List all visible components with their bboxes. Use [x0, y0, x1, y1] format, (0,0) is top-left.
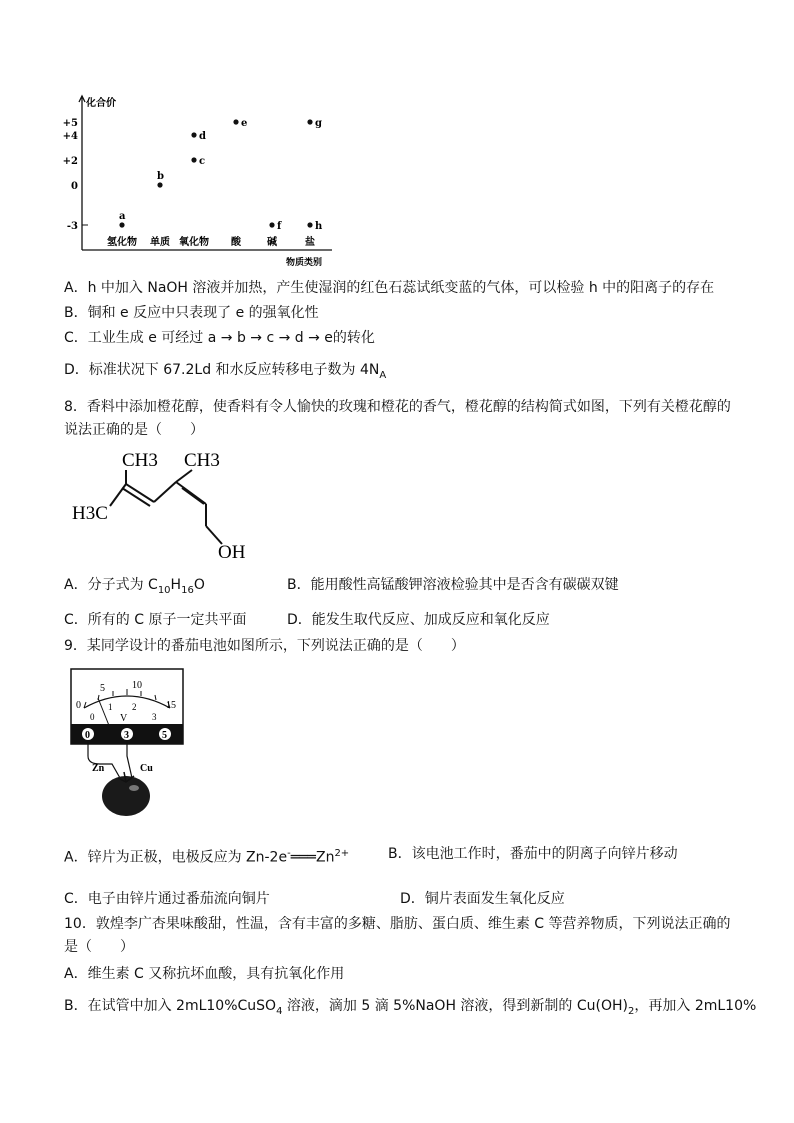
- y-tick-label: +4: [62, 131, 78, 142]
- data-point-e: [233, 119, 238, 124]
- q9-option-b: B．该电池工作时，番茄中的阴离子向锌片移动: [388, 846, 678, 862]
- x-axis-label: 物质类别: [286, 258, 323, 268]
- data-point-label: a: [119, 211, 126, 222]
- scale-outer-10: 10: [132, 680, 142, 691]
- q8-option-b: B．能用酸性高锰酸钾溶液检验其中是否含有碳碳双键: [287, 577, 619, 593]
- data-point-c: [191, 157, 196, 162]
- x-tick-label: 单质: [150, 237, 170, 248]
- data-point-label: e: [241, 118, 248, 129]
- q9-stem: 9．某同学设计的番茄电池如图所示，下列说法正确的是（ ）: [64, 638, 465, 654]
- data-point-b: [157, 182, 162, 187]
- scale-outer-0: 0: [76, 700, 81, 711]
- y-axis-label: 化合价: [86, 98, 116, 109]
- q8-option-a: A．分子式为 $C_{10}H_{16}O$: [64, 577, 205, 596]
- q9-option-c: C．电子由锌片通过番茄流向铜片: [64, 891, 270, 907]
- data-point-f: [269, 222, 274, 227]
- q7-option-a: A．h 中加入 NaOH 溶液并加热，产生使湿润的红色石蕊试纸变蓝的气体，可以检验 h 中的阳离子的存在: [64, 280, 715, 296]
- terminal-0: 0: [85, 730, 90, 741]
- unit-label: V: [120, 713, 128, 724]
- scale-inner-3: 3: [152, 712, 157, 722]
- y-tick-label: +5: [62, 118, 78, 129]
- data-point-label: h: [315, 221, 323, 232]
- ch3-label-2: CH3: [184, 450, 220, 471]
- data-point-label: f: [277, 221, 282, 232]
- scale-outer-15: 15: [166, 700, 176, 711]
- x-tick-label: 碱: [267, 237, 277, 248]
- valence-category-chart: [60, 90, 350, 268]
- data-point-label: b: [157, 171, 164, 182]
- data-point-g: [307, 119, 312, 124]
- q8-stem-line2: 说法正确的是（ ）: [64, 422, 204, 438]
- q7-option-c: C．工业生成 e 可经过 a → b → c → d → e的转化: [64, 330, 375, 346]
- terminal-3: 3: [124, 730, 129, 741]
- scale-inner-1: 1: [108, 702, 113, 712]
- tomato-battery-figure: [70, 668, 190, 818]
- data-point-a: [119, 222, 124, 227]
- x-tick-label: 盐: [305, 237, 315, 248]
- q8-option-c: C．所有的 C 原子一定共平面: [64, 612, 247, 628]
- wire-cu: [127, 740, 132, 778]
- q9-option-d: D．铜片表面发生氧化反应: [400, 891, 565, 907]
- q10-stem-line1: 10．敦煌李广杏果味酸甜，性温，含有丰富的多糖、脂肪、蛋白质、维生素 C 等营养物质，下列说法正确的: [64, 916, 731, 932]
- q8-option-d: D．能发生取代反应、加成反应和氧化反应: [287, 612, 550, 628]
- q10-option-b: B．在试管中加入 2mL10%CuSO$_4$ 溶液，滴加 5 滴 5%NaOH 溶液，得到新制的 $Cu(OH)_2$，再加入 2mL10%: [64, 998, 757, 1017]
- cu-label: Cu: [140, 763, 153, 774]
- q9-option-a: A．锌片为正极，电极反应为 $Zn-2e^-═══Zn^{2+}$: [64, 848, 350, 866]
- nerol-structure: [66, 440, 266, 568]
- zn-label: Zn: [92, 763, 105, 774]
- h3c-label: H3C: [72, 503, 108, 524]
- data-point-label: g: [315, 118, 322, 129]
- q7-option-b: B．铜和 e 反应中只表现了 e 的强氧化性: [64, 305, 319, 321]
- skeleton-bonds: [110, 470, 222, 544]
- q10-option-a: A．维生素 C 又称抗坏血酸，具有抗氧化作用: [64, 966, 345, 982]
- data-point-d: [191, 132, 196, 137]
- data-point-label: d: [199, 131, 206, 142]
- x-tick-label: 酸: [231, 237, 241, 248]
- terminal-5: 5: [162, 730, 167, 741]
- y-tick-label: 0: [71, 181, 78, 192]
- y-tick-label: +2: [62, 156, 78, 167]
- data-point-h: [307, 222, 312, 227]
- scale-inner-2: 2: [132, 702, 137, 712]
- oh-label: OH: [218, 542, 246, 563]
- y-tick-label: -3: [66, 221, 78, 232]
- scale-inner-0: 0: [90, 712, 95, 722]
- scale-outer-5: 5: [100, 683, 105, 694]
- ch3-label-1: CH3: [122, 450, 158, 471]
- q10-stem-line2: 是（ ）: [64, 939, 134, 955]
- x-tick-label: 氢化物: [107, 237, 137, 248]
- q7-option-d: D．标准状况下 67.2Ld 和水反应转移电子数为 $4N_A$: [64, 362, 387, 381]
- data-point-label: c: [199, 156, 206, 167]
- x-tick-label: 氧化物: [179, 237, 209, 248]
- q8-stem-line1: 8．香料中添加橙花醇，使香料有令人愉快的玫瑰和橙花的香气，橙花醇的结构简式如图，下列有关橙花醇的: [64, 399, 731, 415]
